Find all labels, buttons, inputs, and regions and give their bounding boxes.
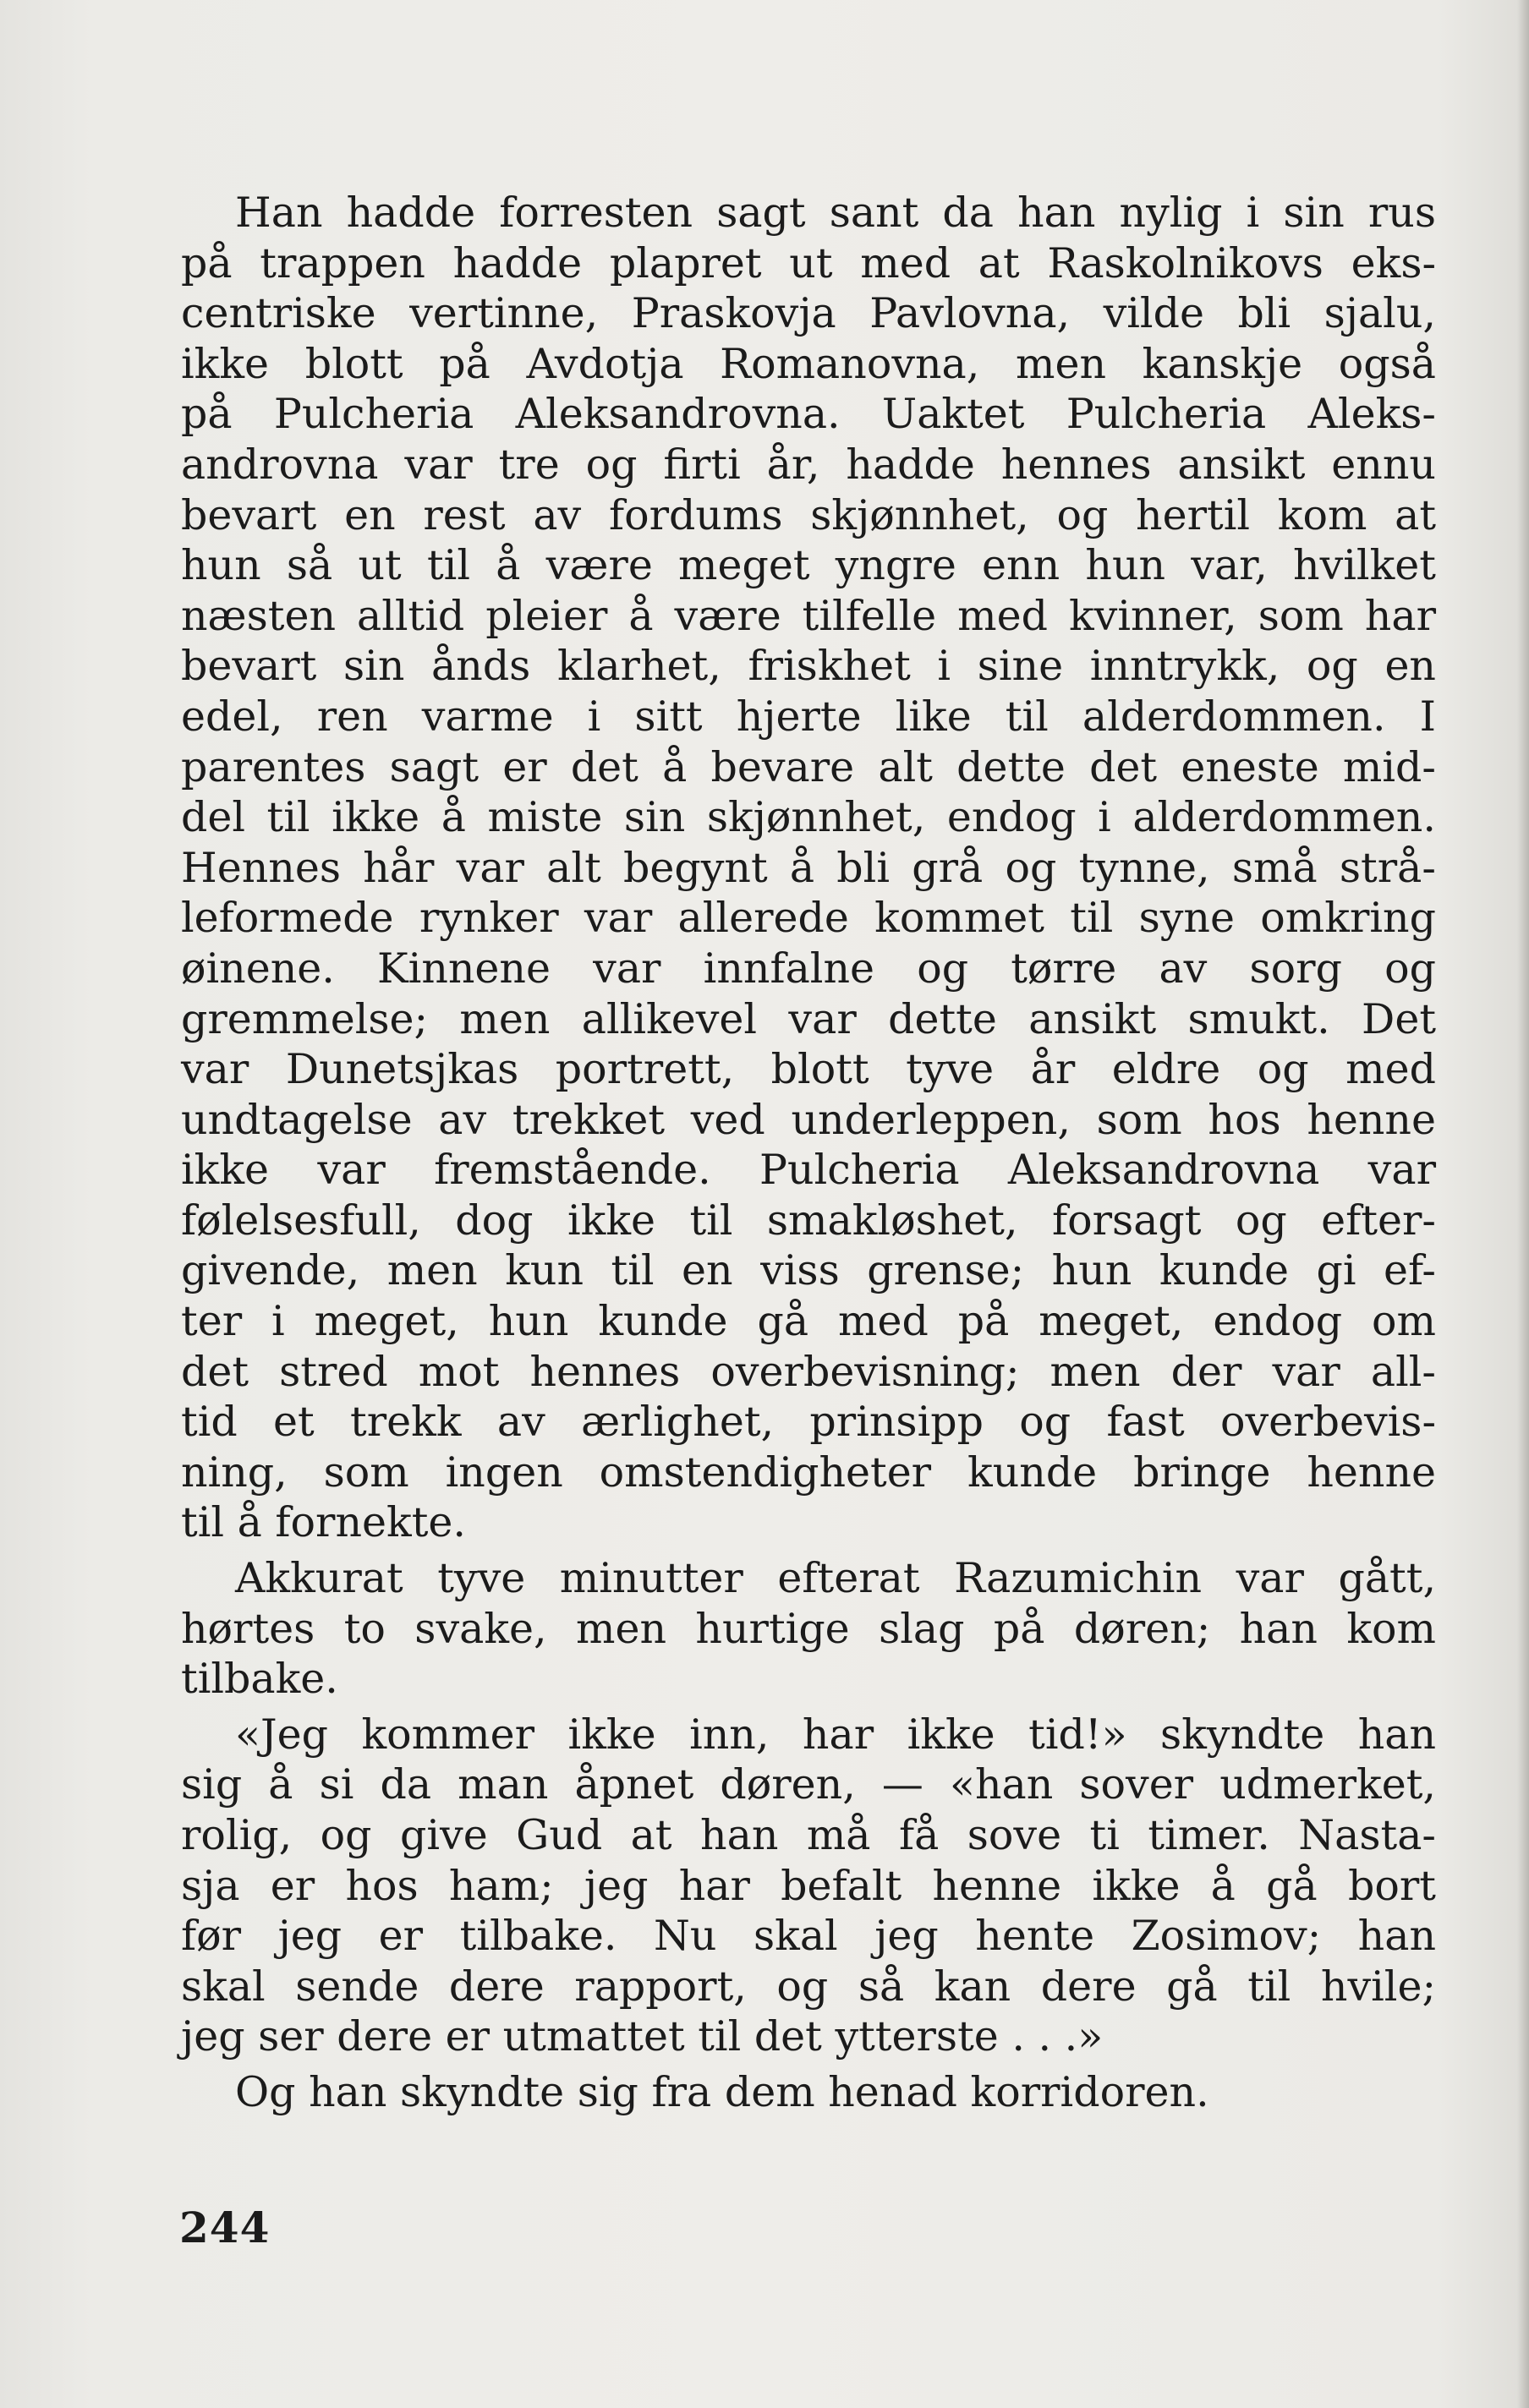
text-line: sig å si da man åpnet døren, — «han sover udmerket, <box>181 1760 1436 1809</box>
text-line: ikke var fremstående. Pulcheria Aleksandrovna var <box>181 1146 1437 1195</box>
text-line: på trappen hadde plapret ut med at Raskolnikovs eks- <box>181 238 1437 287</box>
text-line: skal sende dere rapport, og så kan dere gå til hvile; <box>181 1962 1436 2011</box>
text-line: Og han skyndte sig fra dem henad korridoren. <box>235 2067 1209 2116</box>
text-line: del til ikke å miste sin skjønnhet, endog i alderdommen. <box>181 793 1436 842</box>
text-line: Hennes hår var alt begynt å bli grå og tynne, små strå- <box>181 843 1436 892</box>
body-text <box>181 188 1436 2118</box>
text-line: gremmelse; men allikevel var dette ansikt smukt. Det <box>181 994 1437 1043</box>
text-line: sja er hos ham; jeg har befalt henne ikke å gå bort <box>181 1861 1436 1910</box>
text-line: på Pulcheria Aleksandrovna. Uaktet Pulcheria Aleks- <box>181 390 1436 439</box>
text-line: leformede rynker var allerede kommet til syne omkring <box>181 894 1436 943</box>
paragraph <box>181 188 1436 1548</box>
text-line: hun så ut til å være meget yngre enn hun var, hvilket <box>181 541 1436 590</box>
text-line: jeg ser dere er utmattet til det ytterste . . .» <box>181 2012 1104 2061</box>
text-line: parentes sagt er det å bevare alt dette det eneste mid- <box>181 742 1436 791</box>
paragraph <box>181 2067 1436 2118</box>
text-line: hørtes to svake, men hurtige slag på døren; han kom <box>181 1604 1436 1653</box>
text-line: til å fornekte. <box>181 1498 466 1547</box>
text-line: det stred mot hennes overbevisning; men der var all- <box>181 1347 1436 1396</box>
text-line: ning, som ingen omstendigheter kunde bringe henne <box>181 1448 1437 1497</box>
text-line: bevart en rest av fordums skjønnhet, og hertil kom at <box>181 490 1437 539</box>
text-line: androvna var tre og firti år, hadde hennes ansikt ennu <box>181 440 1436 489</box>
text-line: Han hadde forresten sagt sant da han nylig i sin rus <box>235 189 1436 237</box>
text-line: var Dunetsjkas portrett, blott tyve år eldre og med <box>181 1045 1436 1094</box>
paragraph <box>181 1710 1436 2062</box>
text-line: Akkurat tyve minutter efterat Razumichin var gått, <box>235 1554 1437 1603</box>
text-line: rolig, og give Gud at han må få sove ti timer. Nasta- <box>181 1811 1436 1859</box>
page-edge-shadow <box>1517 0 1529 2408</box>
page-number: 244 <box>179 2203 271 2252</box>
text-line: tilbake. <box>181 1655 338 1704</box>
paragraph <box>181 1553 1436 1705</box>
text-line: undtagelse av trekket ved underleppen, som hos henne <box>181 1095 1436 1144</box>
text-line: tid et trekk av ærlighet, prinsipp og fast overbevis- <box>181 1398 1436 1447</box>
text-line: ter i meget, hun kunde gå med på meget, endog om <box>181 1297 1437 1346</box>
text-line: bevart sin ånds klarhet, friskhet i sine inntrykk, og en <box>181 642 1436 691</box>
text-line: følelsesfull, dog ikke til smakløshet, forsagt og efter- <box>181 1196 1436 1245</box>
text-line: før jeg er tilbake. Nu skal jeg hente Zosimov; han <box>181 1912 1437 1961</box>
text-line: centriske vertinne, Praskovja Pavlovna, vilde bli sjalu, <box>181 289 1436 338</box>
text-line: givende, men kun til en viss grense; hun kunde gi ef- <box>181 1246 1436 1295</box>
text-line: ikke blott på Avdotja Romanovna, men kanskje også <box>181 339 1437 388</box>
text-line: edel, ren varme i sitt hjerte like til alderdommen. I <box>181 692 1436 741</box>
text-line: «Jeg kommer ikke inn, har ikke tid!» skyndte han <box>235 1710 1437 1759</box>
text-line: næsten alltid pleier å være tilfelle med kvinner, som har <box>181 591 1436 640</box>
text-line: øinene. Kinnene var innfalne og tørre av sorg og <box>181 944 1436 993</box>
